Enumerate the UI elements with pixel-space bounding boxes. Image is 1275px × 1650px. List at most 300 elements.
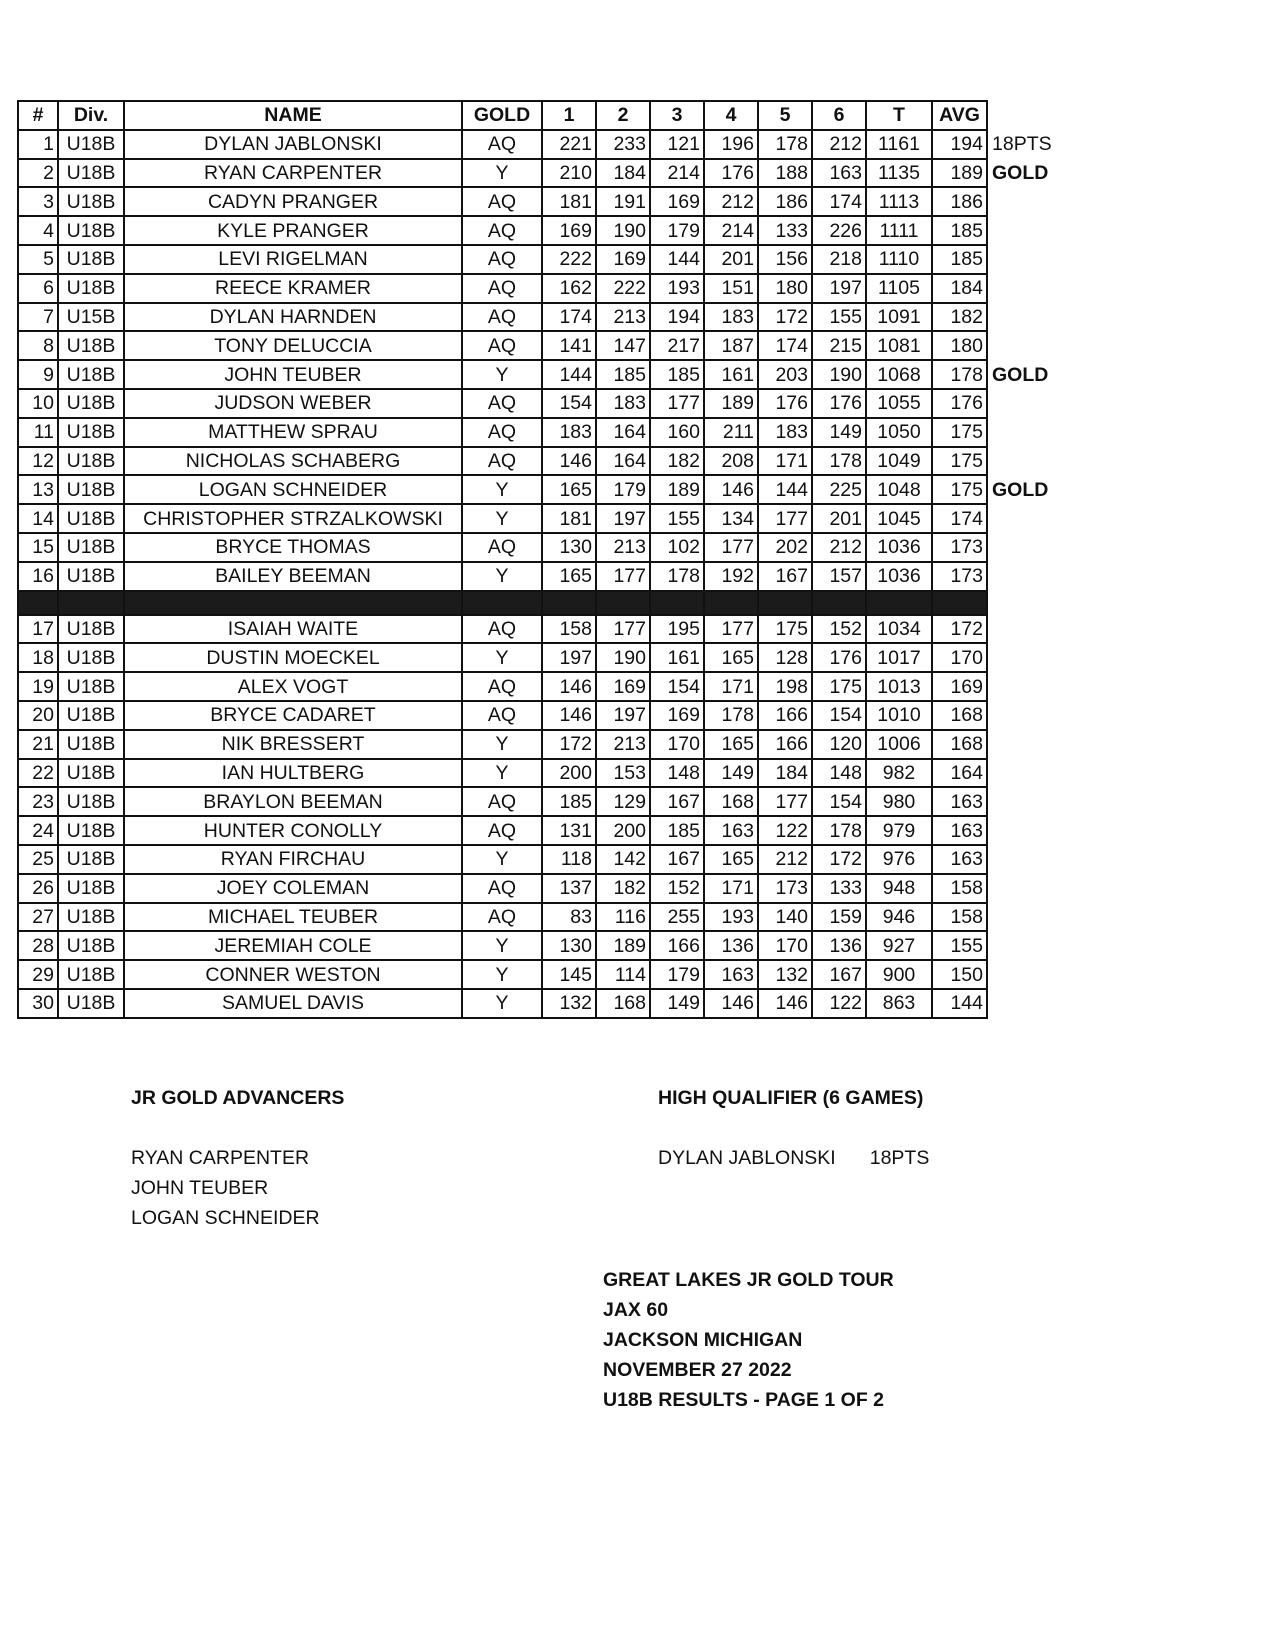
cell-avg: 173 (932, 533, 987, 562)
cell-note (987, 845, 1067, 874)
cell-game-5: 202 (758, 533, 812, 562)
cell-game-3: 169 (650, 701, 704, 730)
cell-gold: AQ (462, 303, 542, 332)
cell-game-1: 181 (542, 504, 596, 533)
cell-game-3: 169 (650, 187, 704, 216)
event-location: JACKSON MICHIGAN (603, 1329, 803, 1351)
cell-game-1: 131 (542, 816, 596, 845)
cell-avg: 180 (932, 331, 987, 360)
cell-note (987, 245, 1067, 274)
cell-rank: 13 (18, 475, 58, 504)
cell-game-3: 160 (650, 418, 704, 447)
cell-game-6: 218 (812, 245, 866, 274)
cell-avg: 163 (932, 845, 987, 874)
table-row (18, 874, 1067, 903)
cell-note (987, 874, 1067, 903)
cell-note (987, 701, 1067, 730)
cell-avg: 158 (932, 874, 987, 903)
cell-game-6: 155 (812, 303, 866, 332)
separator-cell (704, 591, 758, 615)
separator-cell (462, 591, 542, 615)
cell-game-3: 148 (650, 759, 704, 788)
cell-gold: AQ (462, 672, 542, 701)
separator-cell (18, 591, 58, 615)
advancers-list (131, 1143, 344, 1233)
cell-game-6: 149 (812, 418, 866, 447)
cell-game-4: 165 (704, 845, 758, 874)
cell-rank: 10 (18, 389, 58, 418)
cell-total: 976 (866, 845, 932, 874)
separator-cell (758, 591, 812, 615)
cell-div: U18B (58, 615, 124, 644)
cell-game-5: 156 (758, 245, 812, 274)
cell-game-6: 225 (812, 475, 866, 504)
cell-game-6: 154 (812, 701, 866, 730)
cell-avg: 175 (932, 475, 987, 504)
event-tour: GREAT LAKES JR GOLD TOUR (603, 1269, 894, 1291)
cell-game-4: 146 (704, 475, 758, 504)
cell-avg: 172 (932, 615, 987, 644)
cell-game-1: 221 (542, 130, 596, 159)
table-row (18, 960, 1067, 989)
cell-game-4: 163 (704, 816, 758, 845)
cell-game-3: 193 (650, 274, 704, 303)
event-name: JAX 60 (603, 1299, 669, 1321)
cell-game-2: 182 (596, 874, 650, 903)
cell-avg: 182 (932, 303, 987, 332)
cell-game-4: 165 (704, 643, 758, 672)
cell-game-2: 213 (596, 730, 650, 759)
cell-avg: 163 (932, 816, 987, 845)
cell-game-5: 167 (758, 562, 812, 591)
cell-gold: Y (462, 845, 542, 874)
cell-game-3: 166 (650, 931, 704, 960)
cell-rank: 23 (18, 787, 58, 816)
separator-cell (932, 591, 987, 615)
cell-game-5: 174 (758, 331, 812, 360)
cell-div: U18B (58, 216, 124, 245)
cell-note (987, 504, 1067, 533)
cell-game-3: 255 (650, 903, 704, 932)
cell-game-2: 200 (596, 816, 650, 845)
cell-name: REECE KRAMER (124, 274, 462, 303)
cell-gold: AQ (462, 187, 542, 216)
cell-game-4: 134 (704, 504, 758, 533)
cell-note: GOLD (992, 161, 1049, 184)
cell-total: 1081 (866, 331, 932, 360)
cell-name: TONY DELUCCIA (124, 331, 462, 360)
cell-rank: 16 (18, 562, 58, 591)
table-row (18, 130, 1067, 159)
cell-game-4: 151 (704, 274, 758, 303)
cell-total: 1050 (866, 418, 932, 447)
cell-game-6: 152 (812, 615, 866, 644)
cell-game-1: 83 (542, 903, 596, 932)
cell-note: GOLD (992, 363, 1049, 386)
cell-game-6: 215 (812, 331, 866, 360)
cell-game-4: 196 (704, 130, 758, 159)
cell-game-1: 200 (542, 759, 596, 788)
cell-game-3: 155 (650, 504, 704, 533)
cell-avg: 176 (932, 389, 987, 418)
cell-div: U18B (58, 130, 124, 159)
cell-avg: 194 (932, 130, 987, 159)
cell-game-4: 193 (704, 903, 758, 932)
table-row (18, 447, 1067, 476)
cell-gold: AQ (462, 274, 542, 303)
cell-rank: 3 (18, 187, 58, 216)
cell-game-4: 168 (704, 787, 758, 816)
table-row (18, 787, 1067, 816)
table-row (18, 989, 1067, 1018)
results-table (17, 100, 1068, 1019)
cell-name: SAMUEL DAVIS (124, 989, 462, 1018)
cell-total: 1105 (866, 274, 932, 303)
cell-total: 1036 (866, 562, 932, 591)
separator-cell (812, 591, 866, 615)
cell-name: IAN HULTBERG (124, 759, 462, 788)
event-date: NOVEMBER 27 2022 (603, 1359, 792, 1381)
cell-rank: 28 (18, 931, 58, 960)
col-header-game-6: 6 (812, 101, 866, 130)
cell-game-4: 183 (704, 303, 758, 332)
cell-name: BRYCE CADARET (124, 701, 462, 730)
cell-name: NICHOLAS SCHABERG (124, 447, 462, 476)
advancer-name: JOHN TEUBER (131, 1177, 269, 1199)
cell-avg: 173 (932, 562, 987, 591)
cell-game-3: 149 (650, 989, 704, 1018)
cell-game-1: 158 (542, 615, 596, 644)
cell-game-6: 167 (812, 960, 866, 989)
cell-game-5: 198 (758, 672, 812, 701)
cell-game-1: 172 (542, 730, 596, 759)
cell-div: U18B (58, 562, 124, 591)
cell-rank: 19 (18, 672, 58, 701)
cell-gold: Y (462, 931, 542, 960)
cell-gold: Y (462, 960, 542, 989)
cell-game-1: 137 (542, 874, 596, 903)
cell-name: JEREMIAH COLE (124, 931, 462, 960)
cell-game-1: 210 (542, 159, 596, 188)
cell-game-2: 177 (596, 615, 650, 644)
cell-rank: 18 (18, 643, 58, 672)
cell-game-6: 201 (812, 504, 866, 533)
cell-total: 1113 (866, 187, 932, 216)
event-page: U18B RESULTS - PAGE 1 OF 2 (603, 1389, 884, 1411)
table-header-row (18, 101, 1067, 130)
cell-note (987, 389, 1067, 418)
cell-game-6: 197 (812, 274, 866, 303)
cell-game-4: 177 (704, 615, 758, 644)
cell-name: LOGAN SCHNEIDER (124, 475, 462, 504)
cell-gold: AQ (462, 874, 542, 903)
cell-note (987, 759, 1067, 788)
table-row (18, 931, 1067, 960)
cell-note (987, 187, 1067, 216)
cell-note (987, 331, 1067, 360)
cell-note (987, 533, 1067, 562)
cell-game-4: 178 (704, 701, 758, 730)
cell-game-6: 176 (812, 643, 866, 672)
cell-game-3: 195 (650, 615, 704, 644)
jr-gold-advancers (131, 1083, 344, 1233)
cell-game-1: 130 (542, 533, 596, 562)
cell-name: JUDSON WEBER (124, 389, 462, 418)
cell-game-1: 174 (542, 303, 596, 332)
cell-game-1: 146 (542, 672, 596, 701)
cell-game-4: 189 (704, 389, 758, 418)
cell-game-5: 132 (758, 960, 812, 989)
cell-note (987, 274, 1067, 303)
high-qualifier-points: 18PTS (869, 1147, 930, 1169)
cell-gold: Y (462, 759, 542, 788)
cell-div: U18B (58, 475, 124, 504)
cell-div: U18B (58, 245, 124, 274)
cell-game-1: 197 (542, 643, 596, 672)
cell-name: MATTHEW SPRAU (124, 418, 462, 447)
cell-div: U18B (58, 701, 124, 730)
table-row (18, 418, 1067, 447)
cell-rank: 21 (18, 730, 58, 759)
cell-game-2: 142 (596, 845, 650, 874)
cell-rank: 5 (18, 245, 58, 274)
cell-game-3: 217 (650, 331, 704, 360)
cell-div: U18B (58, 187, 124, 216)
cell-game-6: 176 (812, 389, 866, 418)
cell-game-2: 153 (596, 759, 650, 788)
cell-name: LEVI RIGELMAN (124, 245, 462, 274)
table-row (18, 816, 1067, 845)
cell-game-5: 172 (758, 303, 812, 332)
cell-name: RYAN FIRCHAU (124, 845, 462, 874)
cell-game-6: 148 (812, 759, 866, 788)
cell-div: U18B (58, 787, 124, 816)
table-row (18, 475, 1067, 504)
cell-total: 863 (866, 989, 932, 1018)
cell-game-4: 163 (704, 960, 758, 989)
high-qualifier-name: DYLAN JABLONSKI (658, 1147, 836, 1169)
cell-game-3: 179 (650, 960, 704, 989)
cell-note (987, 615, 1067, 644)
cell-game-2: 189 (596, 931, 650, 960)
cell-rank: 27 (18, 903, 58, 932)
cell-rank: 30 (18, 989, 58, 1018)
cell-game-4: 177 (704, 533, 758, 562)
cell-game-5: 122 (758, 816, 812, 845)
cell-game-2: 185 (596, 360, 650, 389)
cell-game-6: 175 (812, 672, 866, 701)
cell-game-2: 179 (596, 475, 650, 504)
cell-gold: AQ (462, 447, 542, 476)
cell-game-4: 171 (704, 874, 758, 903)
col-header-div: Div. (58, 101, 124, 130)
table-row (18, 159, 1067, 188)
event-info (603, 1265, 894, 1415)
cell-game-4: 212 (704, 187, 758, 216)
cell-game-1: 162 (542, 274, 596, 303)
cell-game-5: 188 (758, 159, 812, 188)
cell-note (987, 303, 1067, 332)
cell-game-4: 214 (704, 216, 758, 245)
cell-total: 979 (866, 816, 932, 845)
cell-div: U18B (58, 931, 124, 960)
table-row (18, 187, 1067, 216)
cell-game-5: 128 (758, 643, 812, 672)
table-row (18, 903, 1067, 932)
high-qualifier (658, 1083, 929, 1173)
cell-game-3: 182 (650, 447, 704, 476)
cell-total: 1006 (866, 730, 932, 759)
cell-div: U18B (58, 960, 124, 989)
cell-rank: 15 (18, 533, 58, 562)
cell-game-2: 233 (596, 130, 650, 159)
cell-name: CONNER WESTON (124, 960, 462, 989)
cell-gold: Y (462, 360, 542, 389)
cell-div: U18B (58, 418, 124, 447)
cell-total: 980 (866, 787, 932, 816)
cell-total: 1010 (866, 701, 932, 730)
cell-note (987, 447, 1067, 476)
cell-game-4: 201 (704, 245, 758, 274)
cell-avg: 175 (932, 418, 987, 447)
cell-gold: AQ (462, 816, 542, 845)
cell-note (987, 643, 1067, 672)
cell-name: ALEX VOGT (124, 672, 462, 701)
cell-total: 1055 (866, 389, 932, 418)
cell-game-4: 211 (704, 418, 758, 447)
cell-avg: 170 (932, 643, 987, 672)
cell-game-2: 190 (596, 643, 650, 672)
cell-game-4: 161 (704, 360, 758, 389)
cell-div: U18B (58, 504, 124, 533)
cell-game-3: 144 (650, 245, 704, 274)
cell-div: U18B (58, 447, 124, 476)
cell-game-2: 169 (596, 245, 650, 274)
cell-div: U18B (58, 360, 124, 389)
cell-game-5: 184 (758, 759, 812, 788)
cell-total: 1036 (866, 533, 932, 562)
cell-name: RYAN CARPENTER (124, 159, 462, 188)
table-body (18, 130, 1067, 1018)
table-row (18, 701, 1067, 730)
cell-note (987, 672, 1067, 701)
cell-game-2: 183 (596, 389, 650, 418)
cell-game-2: 169 (596, 672, 650, 701)
cell-total: 1045 (866, 504, 932, 533)
col-header-name: NAME (124, 101, 462, 130)
cell-div: U18B (58, 389, 124, 418)
cell-game-1: 169 (542, 216, 596, 245)
cell-game-5: 183 (758, 418, 812, 447)
cell-game-5: 146 (758, 989, 812, 1018)
cell-game-2: 197 (596, 701, 650, 730)
col-header-note (987, 101, 1067, 130)
cell-total: 927 (866, 931, 932, 960)
cell-avg: 189 (932, 159, 987, 188)
cell-game-2: 184 (596, 159, 650, 188)
cell-div: U18B (58, 845, 124, 874)
cell-total: 1017 (866, 643, 932, 672)
cell-div: U18B (58, 759, 124, 788)
cell-game-3: 152 (650, 874, 704, 903)
high-qualifier-row (658, 1143, 929, 1173)
cell-game-3: 154 (650, 672, 704, 701)
cell-div: U18B (58, 274, 124, 303)
table-row (18, 643, 1067, 672)
table-row (18, 615, 1067, 644)
cell-name: CHRISTOPHER STRZALKOWSKI (124, 504, 462, 533)
separator-cell (596, 591, 650, 615)
cell-note (987, 960, 1067, 989)
cell-game-1: 146 (542, 447, 596, 476)
col-header-total: T (866, 101, 932, 130)
cell-game-6: 172 (812, 845, 866, 874)
cell-game-2: 213 (596, 533, 650, 562)
cell-game-6: 178 (812, 816, 866, 845)
cell-total: 1110 (866, 245, 932, 274)
cell-total: 1068 (866, 360, 932, 389)
cell-game-6: 159 (812, 903, 866, 932)
cell-game-3: 167 (650, 787, 704, 816)
table-row (18, 562, 1067, 591)
cell-game-5: 171 (758, 447, 812, 476)
cell-game-2: 213 (596, 303, 650, 332)
cell-game-5: 178 (758, 130, 812, 159)
cell-avg: 184 (932, 274, 987, 303)
cell-game-5: 177 (758, 504, 812, 533)
cell-note (987, 787, 1067, 816)
cell-game-1: 130 (542, 931, 596, 960)
table-row (18, 672, 1067, 701)
cell-rank: 7 (18, 303, 58, 332)
table-row (18, 303, 1067, 332)
cell-name: ISAIAH WAITE (124, 615, 462, 644)
cell-div: U18B (58, 331, 124, 360)
cell-game-5: 176 (758, 389, 812, 418)
cell-gold: AQ (462, 903, 542, 932)
cell-game-5: 173 (758, 874, 812, 903)
cell-rank: 9 (18, 360, 58, 389)
cell-note: 18PTS (992, 133, 1052, 156)
cell-gold: AQ (462, 615, 542, 644)
cell-rank: 14 (18, 504, 58, 533)
cell-game-1: 144 (542, 360, 596, 389)
cell-gold: Y (462, 730, 542, 759)
cell-avg: 144 (932, 989, 987, 1018)
cell-game-2: 164 (596, 447, 650, 476)
cell-game-6: 174 (812, 187, 866, 216)
cell-total: 1111 (866, 216, 932, 245)
cell-avg: 163 (932, 787, 987, 816)
cell-note (987, 989, 1067, 1018)
cell-avg: 186 (932, 187, 987, 216)
table-row (18, 845, 1067, 874)
cell-game-2: 168 (596, 989, 650, 1018)
cell-note (987, 418, 1067, 447)
cell-avg: 175 (932, 447, 987, 476)
cell-total: 1091 (866, 303, 932, 332)
cell-total: 946 (866, 903, 932, 932)
cell-div: U18B (58, 643, 124, 672)
cell-rank: 4 (18, 216, 58, 245)
cell-game-4: 208 (704, 447, 758, 476)
cell-game-5: 203 (758, 360, 812, 389)
cell-total: 982 (866, 759, 932, 788)
cell-avg: 178 (932, 360, 987, 389)
col-header-game-4: 4 (704, 101, 758, 130)
cell-game-5: 180 (758, 274, 812, 303)
cell-game-4: 176 (704, 159, 758, 188)
